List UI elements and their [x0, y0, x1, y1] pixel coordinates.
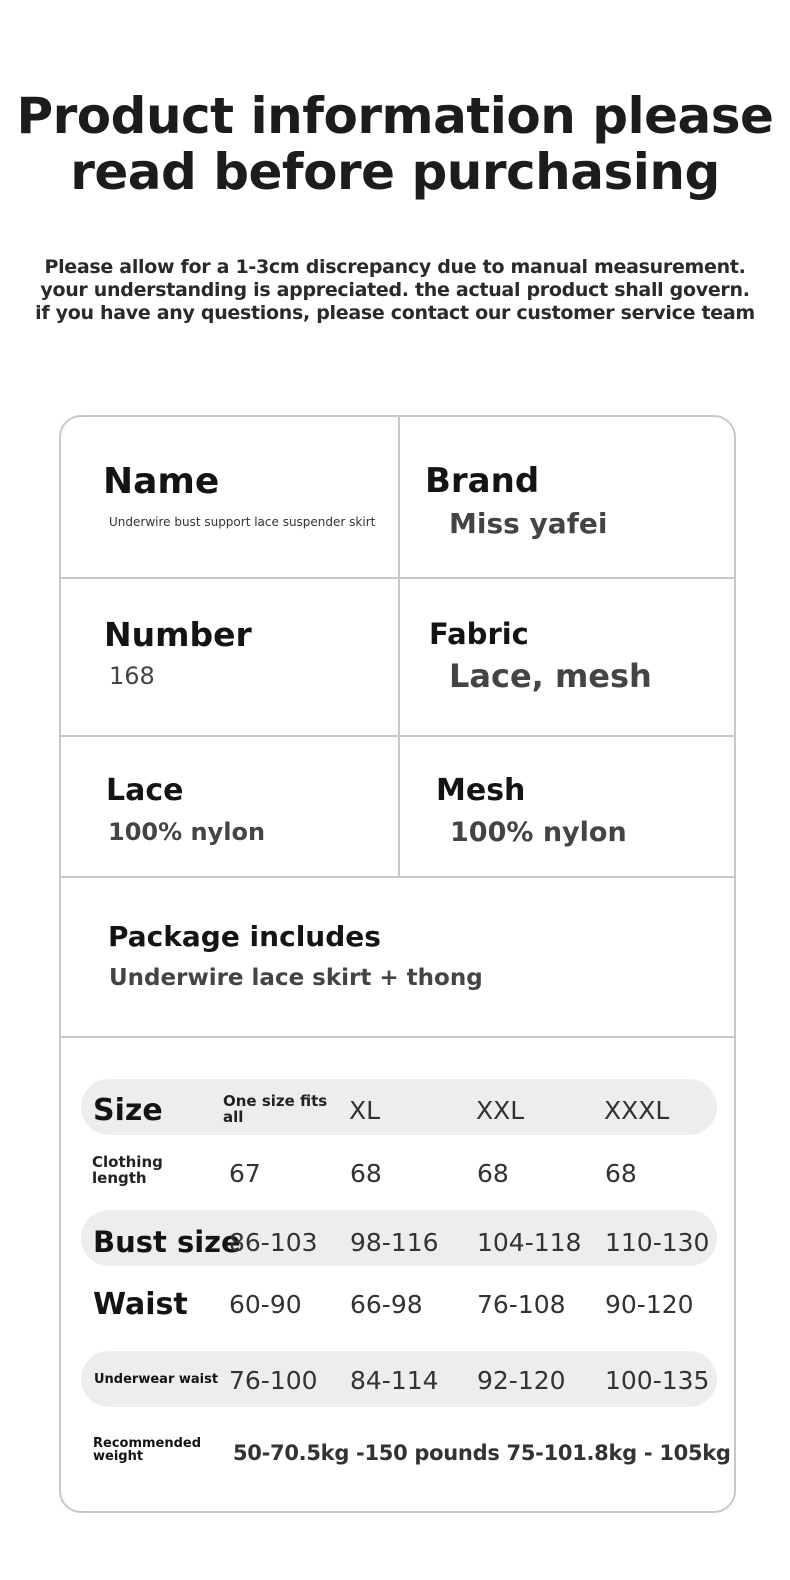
- measurement-notice: [0, 256, 790, 325]
- waist-value: 90-120: [605, 1290, 694, 1319]
- bust-size-value: 98-116: [350, 1228, 439, 1257]
- recommended-weight-value: 50-70.5kg -150 pounds 75-101.8kg - 105kg: [233, 1441, 731, 1465]
- row-divider: [61, 735, 734, 737]
- underwear-waist-label: Underwear waist: [94, 1372, 219, 1387]
- column-divider: [398, 417, 400, 876]
- mesh-label: Mesh: [436, 773, 526, 808]
- size-label: Size: [93, 1093, 163, 1128]
- title-line-2: read before purchasing: [70, 143, 720, 201]
- mesh-value: 100% nylon: [450, 817, 627, 848]
- clothing-length-value: 68: [350, 1159, 382, 1188]
- notice-line-3: if you have any questions, please contact our customer service team: [35, 302, 755, 324]
- package-value: Underwire lace skirt + thong: [109, 965, 483, 991]
- product-info-card: [59, 415, 736, 1513]
- size-header: XL: [349, 1096, 381, 1125]
- name-value: Underwire bust support lace suspender skirt: [109, 515, 376, 529]
- row-divider: [61, 577, 734, 579]
- underwear-waist-value: 84-114: [350, 1366, 439, 1395]
- lace-value: 100% nylon: [108, 818, 266, 846]
- waist-value: 60-90: [229, 1290, 302, 1319]
- clothing-length-value: 67: [229, 1159, 261, 1188]
- size-header: XXXL: [604, 1096, 670, 1125]
- brand-label: Brand: [425, 461, 540, 501]
- page-title: [0, 88, 790, 200]
- title-line-1: Product information please: [16, 87, 774, 145]
- row-divider: [61, 1036, 734, 1038]
- number-label: Number: [104, 615, 252, 654]
- row-divider: [61, 876, 734, 878]
- bust-size-value: 104-118: [477, 1228, 582, 1257]
- notice-line-1: Please allow for a 1-3cm discrepancy due to manual measurement.: [44, 256, 746, 278]
- package-label: Package includes: [108, 920, 381, 953]
- notice-line-2: your understanding is appreciated. the actual product shall govern.: [40, 279, 750, 301]
- number-value: 168: [109, 662, 155, 690]
- lace-label: Lace: [106, 773, 184, 808]
- waist-label: Waist: [93, 1287, 188, 1322]
- underwear-waist-value: 100-135: [605, 1366, 710, 1395]
- clothing-length-label: Clothing length: [92, 1153, 163, 1187]
- bust-size-value: 110-130: [605, 1228, 710, 1257]
- underwear-waist-value: 76-100: [229, 1366, 318, 1395]
- recommended-weight-label: Recommended weight: [93, 1436, 202, 1464]
- size-header: One size fits all: [223, 1092, 328, 1126]
- bust-size-label: Bust size: [93, 1225, 241, 1259]
- fabric-label: Fabric: [429, 617, 529, 651]
- brand-value: Miss yafei: [449, 507, 608, 540]
- waist-value: 76-108: [477, 1290, 566, 1319]
- clothing-length-value: 68: [477, 1159, 509, 1188]
- underwear-waist-value: 92-120: [477, 1366, 566, 1395]
- bust-size-value: 86-103: [229, 1228, 318, 1257]
- size-header: XXL: [476, 1096, 525, 1125]
- waist-value: 66-98: [350, 1290, 423, 1319]
- clothing-length-value: 68: [605, 1159, 637, 1188]
- name-label: Name: [103, 461, 220, 502]
- fabric-value: Lace, mesh: [449, 657, 652, 695]
